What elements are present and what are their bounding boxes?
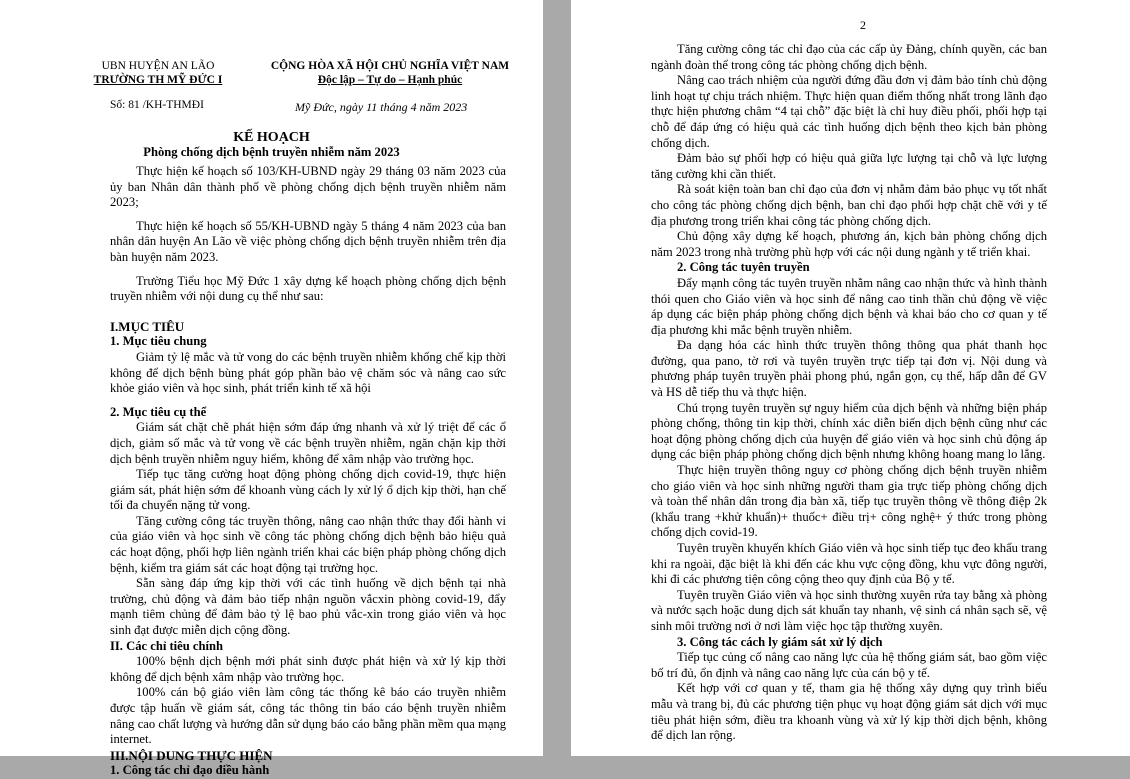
section-heading: III.NỘI DUNG THỰC HIỆN — [110, 747, 273, 763]
page-number: 2 — [860, 18, 866, 32]
paragraph: Giảm tỷ lệ mắc và tử vong do các bệnh truyền nhiễm khống chế kịp thời không để dịch bệnh bùng phát góp phần bảo vệ chăm sóc và nâng cao sức khỏe giáo viên và học sinh, phát triển kinh tế xã hội — [110, 349, 506, 396]
nation-line-1: CỘNG HÒA XÃ HỘI CHỦ NGHĨA VIỆT NAM — [270, 60, 510, 72]
document-number: Số: 81 /KH-THMĐI — [110, 99, 204, 111]
paragraph: Đảm bảo sự phối hợp có hiệu quả giữa lực lượng tại chỗ và lực lượng tăng cường khi cần thiết. — [651, 151, 1047, 181]
paragraph: Đẩy mạnh công tác tuyên truyền nhằm nâng cao nhận thức và hình thành thói quen cho Giáo viên và học sinh để nâng cao tinh thần chủ động về việc áp dụng các biện pháp phòng chống dịch bệnh và khai báo cho cơ quan y tế địa phương khi mắc bệnh truyền nhiễm. — [651, 275, 1047, 337]
national-header — [254, 59, 526, 87]
paragraph: Thực hiện kế hoạch số 103/KH-UBND ngày 29 tháng 03 năm 2023 của ủy ban Nhân dân thành phố về phòng chống dịch bệnh truyền nhiễm năm 2023; — [110, 164, 506, 210]
paragraph: Tuyên truyền khuyến khích Giáo viên và học sinh tiếp tục đeo khẩu trang khi ra ngoài, đặc biệt là khi đến các khu vực cộng đồng, khu vực đông người, khi đi các phương tiện công cộng theo quy định của Bộ y tế. — [651, 541, 1047, 587]
paragraph: Tiếp tục tăng cường hoạt động phòng chống dịch covid-19, thực hiện giám sát, phát hiện sớm để khoanh vùng cách ly xử lý ổ dịch kịp thời, hạn chế tối đa chuyển nặng tử vong. — [110, 467, 506, 513]
paragraph: Thực hiện truyền thông nguy cơ phòng chống dịch bệnh truyền nhiễm cho giáo viên và học sinh những người tham gia trực tiếp phòng chống dịch và toàn thể nhân dân trong địa bàn xã, tiếp tục truyền thông về thông điệp 2k (khẩu trang +khử khuẩn)+ thuốc+ điều trị+ công nghệ+ ý thức trong phòng chống dịch covid-19. — [651, 463, 1047, 540]
paragraph: Tăng cường công tác truyền thông, nâng cao nhận thức thay đổi hành vi của giáo viên và học sinh về công tác phòng chống dịch bệnh bảo hiệu quả các hoạt động, phối hợp liên ngành triển khai các biện pháp phòng chống dịch bệnh, kiểm tra giám sát các hoạt động tại trường học. — [110, 513, 506, 575]
organization-header — [86, 59, 230, 87]
paragraph: Nâng cao trách nhiệm của người đứng đầu đơn vị đảm bảo tính chủ động linh hoạt tự chịu trách nhiệm. Thực hiện quan điểm thống nhất trong lãnh đạo thực hiện phương châm “4 tại chỗ” đặc biệt là chỉ huy điều phối, phối hợp tại chỗ để đáp ứng có hiệu quả các tình huống dịch bệnh theo kịch bản phòng chống dịch. — [651, 73, 1047, 150]
paragraph: Tiếp tục củng cố nâng cao năng lực của hệ thống giám sát, bao gồm việc bố trí đủ, ổn định và nâng cao năng lực của cán bộ y tế. — [651, 650, 1047, 680]
paragraph: Chú trọng tuyên truyền sự nguy hiểm của dịch bệnh và những biện pháp phòng chống, thông tin kịp thời, chính xác diễn biến dịch bệnh cũng như các hoạt động phòng chống dịch của huyện để giáo viên và học sinh chủ động áp dụng các biện pháp phòng chống dịch bệnh nhưng không hoang mang lo lắng. — [651, 400, 1047, 462]
paragraph: Đa dạng hóa các hình thức truyền thông thông qua phát thanh học đường, qua pano, tờ rơi và tuyên truyền trực tiếp tại đơn vị. Nội dung và phương pháp tuyên truyền phải phong phú, ngắn gọn, cụ thể, hấp dẫn để GV và HS dễ tiếp thu và thực hiện. — [651, 338, 1047, 400]
paragraph: Kết hợp với cơ quan y tế, tham gia hệ thống xây dựng quy trình biểu mẫu và trang bị, đủ các phương tiện phục vụ hoạt động giám sát dịch với mục tiêu phát hiện sớm, điều tra khoanh vùng và xử lý kịp thời dịch bệnh, không để dịch lan rộng. — [651, 681, 1047, 743]
paragraph: Tuyên truyền Giáo viên và học sinh thường xuyên rửa tay bằng xà phòng và nước sạch hoặc dung dịch sát khuẩn tay nhanh, vệ sinh cá nhân sạch sẽ, vệ sinh môi trường nơi ở nơi làm việc học tập thường xuyên. — [651, 587, 1047, 633]
page-1-body — [110, 164, 506, 779]
subsection-heading: 2. Mục tiêu cụ thể — [110, 404, 207, 419]
org-line-2: TRƯỜNG TH MỸ ĐỨC I — [93, 74, 223, 86]
paragraph: Sẵn sàng đáp ứng kịp thời với các tình huống về dịch bệnh tại nhà trường, chủ động và đảm bảo tiếp nhận nguồn vắcxin phòng covid-19, đẩy mạnh tiêm chủng để đảm bảo tỷ lệ bao phủ vắc-xin trong giáo viên và học sinh đạt được miễn dịch cộng đồng. — [110, 576, 506, 638]
paragraph: Thực hiện kế hoạch số 55/KH-UBND ngày 5 tháng 4 năm 2023 của ban nhân dân huyện An Lão về việc phòng chống dịch bệnh truyền nhiễm trên địa bàn huyện năm 2023. — [110, 218, 506, 264]
document-page-1 — [0, 0, 543, 778]
paragraph: Chủ động xây dựng kế hoạch, phương án, kịch bản phòng chống dịch năm 2023 trong nhà trường phù hợp với các nội dung ngành y tế triển khai. — [651, 229, 1047, 259]
org-line-1: UBN HUYỆN AN LÃO — [101, 60, 215, 72]
document-title: KẾ HOẠCH — [233, 130, 310, 145]
subsection-heading: 3. Công tác cách ly giám sát xử lý dịch — [677, 634, 883, 649]
paragraph: Rà soát kiện toàn ban chỉ đạo của đơn vị nhằm đảm bảo phục vụ tốt nhất cho công tác phòng chống dịch bệnh, ban chỉ đạo phối hợp chặt chẽ với y tế địa phương trong triển khai công tác phòng chống dịch. — [651, 182, 1047, 228]
page-2-body — [651, 42, 1047, 744]
paragraph: Giám sát chặt chẽ phát hiện sớm đáp ứng nhanh và xử lý triệt để các ổ dịch, giảm số mắc và tử vong về các bệnh truyền nhiễm, ngăn chặn kịp thời dịch bệnh truyền nhiễm nguy hiểm, không để xâm nhập vào trường học. — [110, 420, 506, 466]
document-subtitle: Phòng chống dịch bệnh truyền nhiễm năm 2023 — [143, 145, 400, 159]
nation-line-2: Độc lập – Tự do – Hạnh phúc — [317, 74, 463, 86]
subsection-heading: 1. Công tác chỉ đạo điều hành — [110, 763, 270, 778]
document-page-2 — [571, 0, 1130, 756]
subsection-heading: 2. Công tác tuyên truyền — [677, 260, 810, 275]
subsection-heading: 1. Mục tiêu chung — [110, 334, 207, 349]
paragraph: 100% cán bộ giáo viên làm công tác thống kê báo cáo truyền nhiễm được tập huấn về giám sát, công tác thông tin báo cáo bệnh truyền nhiễm nâng cao chất lượng và hướng dẫn sử dụng báo cáo bằng phần mềm qua mạng internet. — [110, 685, 506, 747]
paragraph: 100% bệnh dịch bệnh mới phát sinh được phát hiện và xử lý kịp thời không để dịch bệnh xâm nhập vào trường học. — [110, 654, 506, 684]
section-heading: I.MỤC TIÊU — [110, 318, 185, 334]
subsection-heading: II. Các chỉ tiêu chính — [110, 638, 224, 653]
paragraph: Trường Tiểu học Mỹ Đức 1 xây dựng kế hoạch phòng chống dịch bệnh truyền nhiễm với nội dung cụ thể như sau: — [110, 273, 506, 304]
date-line: Mỹ Đức, ngày 11 tháng 4 năm 2023 — [295, 100, 468, 114]
paragraph: Tăng cường công tác chỉ đạo của các cấp ủy Đảng, chính quyền, các ban ngành đoàn thể trong công tác phòng chống dịch bệnh. — [651, 42, 1047, 72]
